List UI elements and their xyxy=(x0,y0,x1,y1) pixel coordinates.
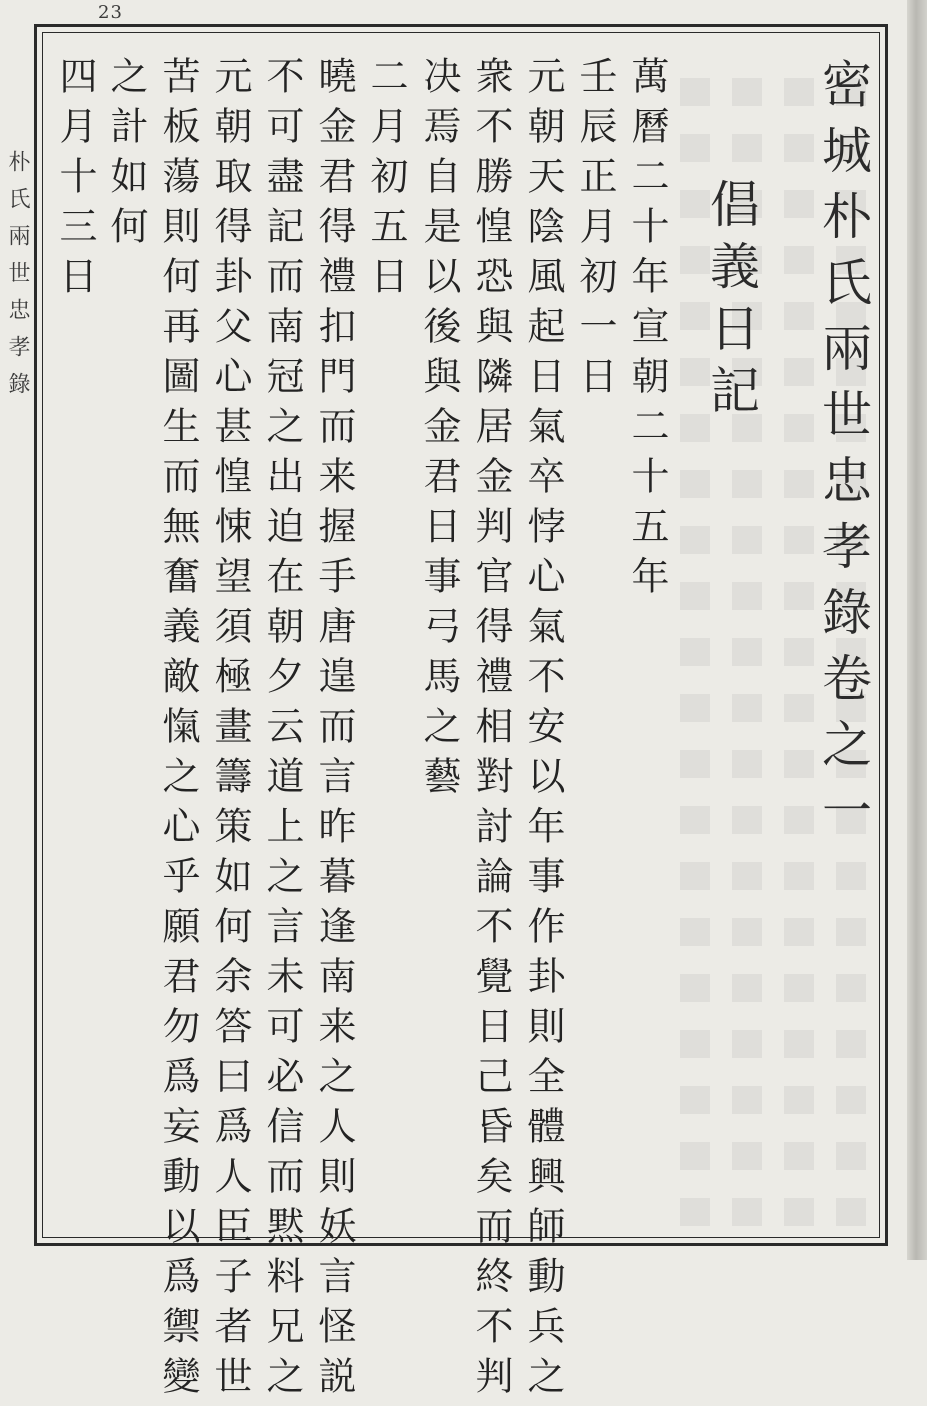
text-column-5: 决焉自是以後與金君日事弓馬之藝 xyxy=(417,56,461,806)
volume-title: 密城朴氏兩世忠孝錄卷之一 xyxy=(814,58,872,850)
text-column-1: 萬曆二十年宣朝二十五年 xyxy=(625,56,669,606)
text-column-8: 不可盡記而南冠之出迫在朝夕云道上之言未可必信而黙料兄之 xyxy=(260,56,304,1406)
text-column-4: 衆不勝惶恐與隣居金判官得禮相對討論不覺日己昏矣而終不判 xyxy=(469,56,513,1406)
side-running-title: 朴氏兩世忠孝錄 xyxy=(5,150,30,409)
page-number: 23 xyxy=(98,2,123,23)
text-column-6: 二月初五日 xyxy=(364,56,408,306)
text-column-7: 曉金君得禮扣門而来握手唐遑而言昨暮逢南来之人則妖言怪説 xyxy=(312,56,356,1406)
text-column-11: 之計如何 xyxy=(104,56,148,256)
text-column-10: 苦板蕩則何再圖生而無奮義敵愾之心乎願君勿爲妄動以爲禦變 xyxy=(156,56,200,1406)
page-edge-shadow xyxy=(907,0,927,1260)
text-column-3: 元朝天陰風起日氣卒悖心氣不安以年事作卦則全體興師動兵之 xyxy=(521,56,565,1406)
section-title: 倡義日記 xyxy=(702,178,760,426)
text-column-9: 元朝取得卦父心甚惶悚望須極畫籌策如何余答曰爲人臣子者世 xyxy=(208,56,252,1406)
text-column-2: 壬辰正月初一日 xyxy=(573,56,617,406)
text-column-12: 四月十三日 xyxy=(53,56,97,306)
